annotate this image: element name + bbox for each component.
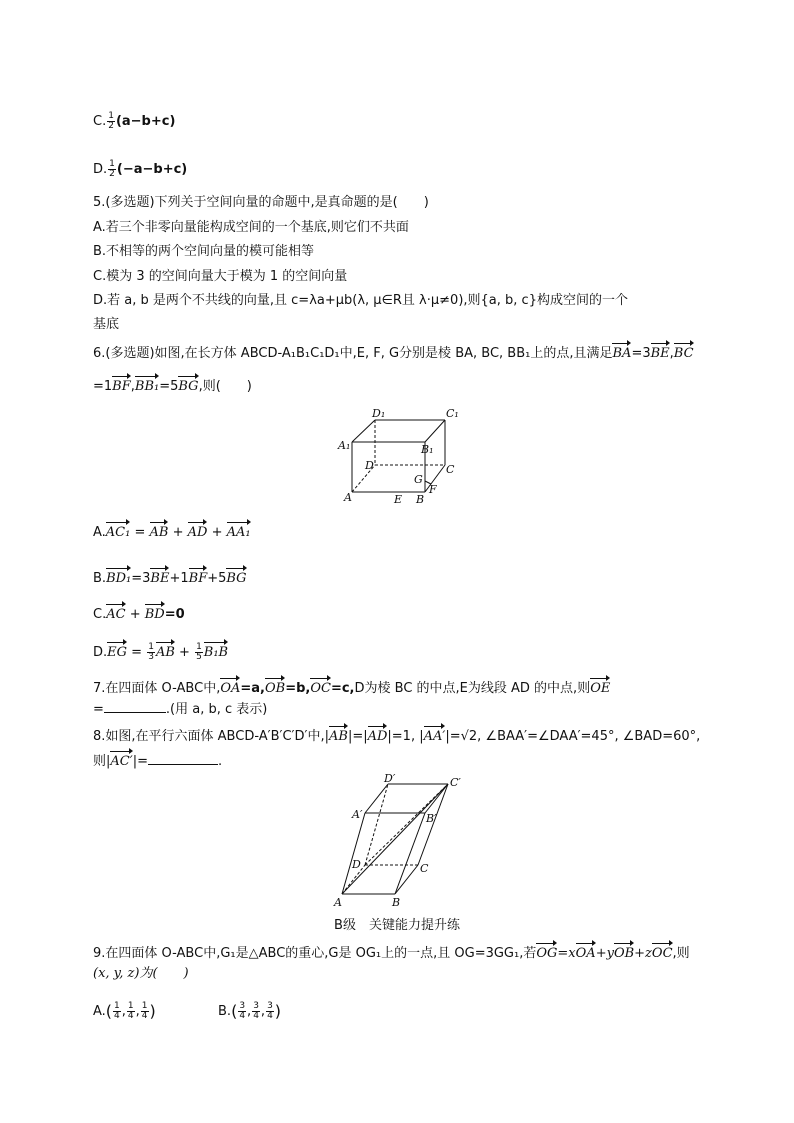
label-D: D (365, 459, 374, 472)
q5-option-a[interactable]: A.若三个非零向量能构成空间的一个基底,则它们不共面 (93, 220, 409, 235)
label-B: B (392, 896, 401, 909)
q8-answer-line: 则|AC′|= . (93, 749, 222, 771)
label-Cp: C′ (450, 776, 461, 789)
q5-option-d[interactable]: D.若 a, b 是两个不共线的向量,且 c=λa+μb(λ, μ∈R且 λ·μ≠0),则{a, b, c}构成空间的一个 (93, 293, 628, 308)
edge-BB (395, 813, 425, 894)
parallelepiped-figure (330, 770, 470, 910)
label-D: D (352, 858, 361, 871)
edge-ApDp (365, 784, 388, 813)
edge-BC (395, 865, 418, 894)
fraction: $\frac{1}{2}$ (108, 111, 114, 131)
fraction: $\frac{1}{2}$ (109, 159, 115, 179)
label-E: E (394, 493, 403, 505)
q9-stem-cont: (x, y, z)为( ) (93, 966, 189, 981)
q5-option-d-cont: 基底 (93, 317, 120, 332)
q8-stem: 8.如图,在平行六面体 ABCD-A′B′C′D′中,|AB|=|AD|=1, |AA′|=√2, ∠BAA′=∠DAA′=45°, ∠BAD=60°, (93, 724, 700, 746)
label-C: C (420, 862, 429, 875)
label-F: F (429, 483, 437, 496)
section-title: B级 关键能力提升练 (334, 918, 460, 933)
q7-answer-blank[interactable] (104, 700, 166, 713)
q8-answer-blank[interactable] (148, 752, 218, 765)
q9-option-b[interactable]: B.( $\frac{3}{4}$ , $\frac{3}{4}$ , $\frac{3}{4}$ ) (218, 1001, 282, 1021)
q4-option-c[interactable]: C. $\frac{1}{2}$ (a−b+c) (93, 111, 176, 131)
edge-BpCp (425, 784, 448, 813)
label-Bp: B′ (426, 812, 437, 825)
q6-option-b[interactable]: B.BD₁=3BE+1BF+5BG (93, 566, 247, 588)
label-A: A (344, 491, 352, 504)
label-D1: D₁ (372, 407, 386, 420)
label-B: B (416, 493, 425, 505)
label-Ap: A′ (352, 808, 363, 821)
edge-DDp (365, 784, 388, 865)
q6-option-c[interactable]: C.AC + BD=0 (93, 602, 185, 624)
q5-option-b[interactable]: B.不相等的两个空间向量的模可能相等 (93, 244, 315, 259)
label-A: A (334, 896, 342, 909)
q9-stem: 9.在四面体 O-ABC中,G₁是△ABC的重心,G是 OG₁上的一点,且 OG=3GG₁,若OG=xOA+yOB+zOC,则 (93, 941, 690, 963)
label-A1: A₁ (338, 439, 351, 452)
fraction: $\frac{1}{5}$ (196, 642, 202, 662)
q5-option-c[interactable]: C.模为 3 的空间向量大于模为 1 的空间向量 (93, 269, 348, 284)
q9-option-a[interactable]: A.( $\frac{1}{4}$ , $\frac{1}{4}$ , $\frac{1}{4}$ ) (93, 1001, 156, 1021)
cuboid-figure (330, 405, 470, 505)
q6-stem-cont: =1BF,BB₁=5BG,则( ) (93, 374, 252, 396)
label-B1: B₁ (421, 443, 434, 456)
label-C: C (446, 463, 455, 476)
q6-option-d[interactable]: D.EG = $\frac{1}{3}$ AB + $\frac{1}{5}$ B₁B (93, 642, 229, 662)
q4-option-d[interactable]: D. $\frac{1}{2}$ (−a−b+c) (93, 159, 188, 179)
q6-stem: 6.(多选题)如图,在长方体 ABCD-A₁B₁C₁D₁中,E, F, G分别是棱 BA, BC, BB₁上的点,且满足BA=3BE,BC (93, 341, 694, 363)
label-Dp: D′ (384, 772, 396, 785)
q6-option-a[interactable]: A.AC₁ = AB + AD + AA₁ (93, 520, 251, 542)
q7-stem: 7.在四面体 O-ABC中,OA=a,OB=b,OC=c,D为棱 BC 的中点,E为线段 AD 的中点,则OE (93, 676, 610, 698)
fraction: $\frac{1}{3}$ (148, 642, 154, 662)
label-G: G (414, 473, 423, 486)
edge-A1D1 (352, 420, 375, 442)
q7-answer-line: = .(用 a, b, c 表示) (93, 702, 268, 717)
q5-stem: 5.(多选题)下列关于空间向量的命题中,是真命题的是( ) (93, 195, 429, 210)
edge-B1C1 (425, 420, 445, 442)
label-C1: C₁ (446, 407, 459, 420)
